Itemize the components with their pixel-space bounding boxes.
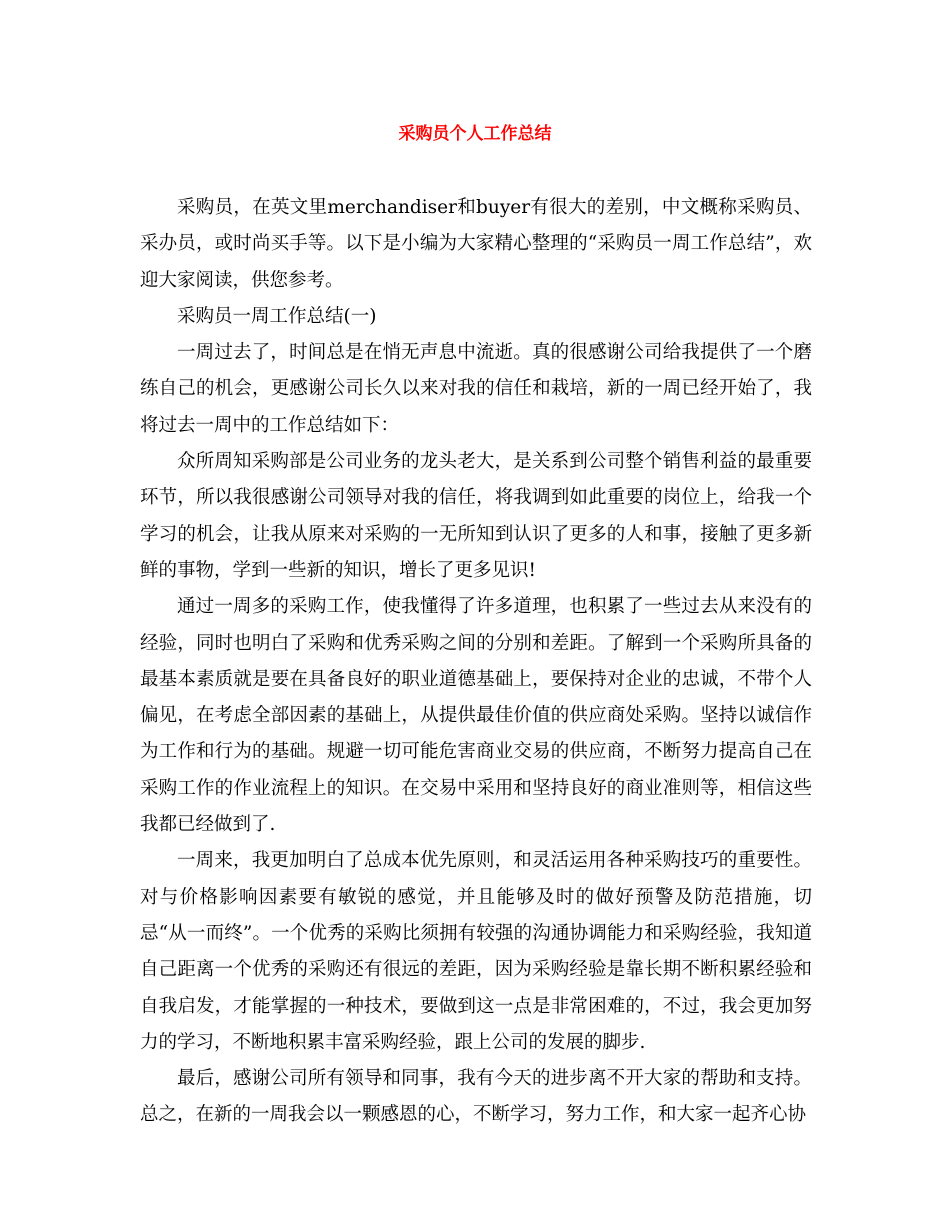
paragraph: 一周过去了，时间总是在悄无声息中流逝。真的很感谢公司给我提供了一个磨练自己的机会，更感谢公司长久以来对我的信任和栽培，新的一周已经开始了，我将过去一周中的工作总结如下： (140, 342, 812, 436)
document-body (140, 190, 812, 1134)
paragraph: 最后，感谢公司所有领导和同事，我有今天的进步离不开大家的帮助和支持。总之，在新的一周我会以一颗感恩的心，不断学习，努力工作，和大家一起齐心协 (140, 1068, 812, 1126)
paragraph: 通过一周多的采购工作，使我懂得了许多道理，也积累了一些过去从来没有的经验，同时也明白了采购和优秀采购之间的分别和差距。了解到一个采购所具备的最基本素质就是要在具备良好的职业道德基础上，要保持对企业的忠诚，不带个人偏见，在考虑全部因素的基础上，从提供最佳价值的供应商处采购。坚持以诚信作为工作和行为的基础。规避一切可能危害商业交易的供应商，不断努力提高自己在采购工作的作业流程上的知识。在交易中采用和坚持良好的商业准则等，相信这些我都已经做到了. (140, 596, 812, 836)
paragraph: 众所周知采购部是公司业务的龙头老大，是关系到公司整个销售利益的最重要环节，所以我很感谢公司领导对我的信任，将我调到如此重要的岗位上，给我一个学习的机会，让我从原来对采购的一无所知到认识了更多的人和事，接触了更多新鲜的事物，学到一些新的知识，增长了更多见识! (140, 451, 812, 581)
section-heading: 采购员一周工作总结(一) (177, 305, 377, 327)
paragraph-intro: 采购员，在英文里merchandiser和buyer有很大的差别，中文概称采购员、采办员，或时尚买手等。以下是小编为大家精心整理的“采购员一周工作总结”，欢迎大家阅读，供您参考。 (140, 197, 812, 291)
paragraph: 一周来，我更加明白了总成本优先原则，和灵活运用各种采购技巧的重要性。对与价格影响因素要有敏锐的感觉，并且能够及时的做好预警及防范措施，切忌“从一而终”。一个优秀的采购比须拥有较强的沟通协调能力和采购经验，我知道自己距离一个优秀的采购还有很远的差距，因为采购经验是靠长期不断积累经验和自我启发，才能掌握的一种技术，要做到这一点是非常困难的，不过，我会更加努力的学习，不断地积累丰富采购经验，跟上公司的发展的脚步. (140, 850, 812, 1053)
document-title: 采购员个人工作总结 (398, 124, 552, 144)
